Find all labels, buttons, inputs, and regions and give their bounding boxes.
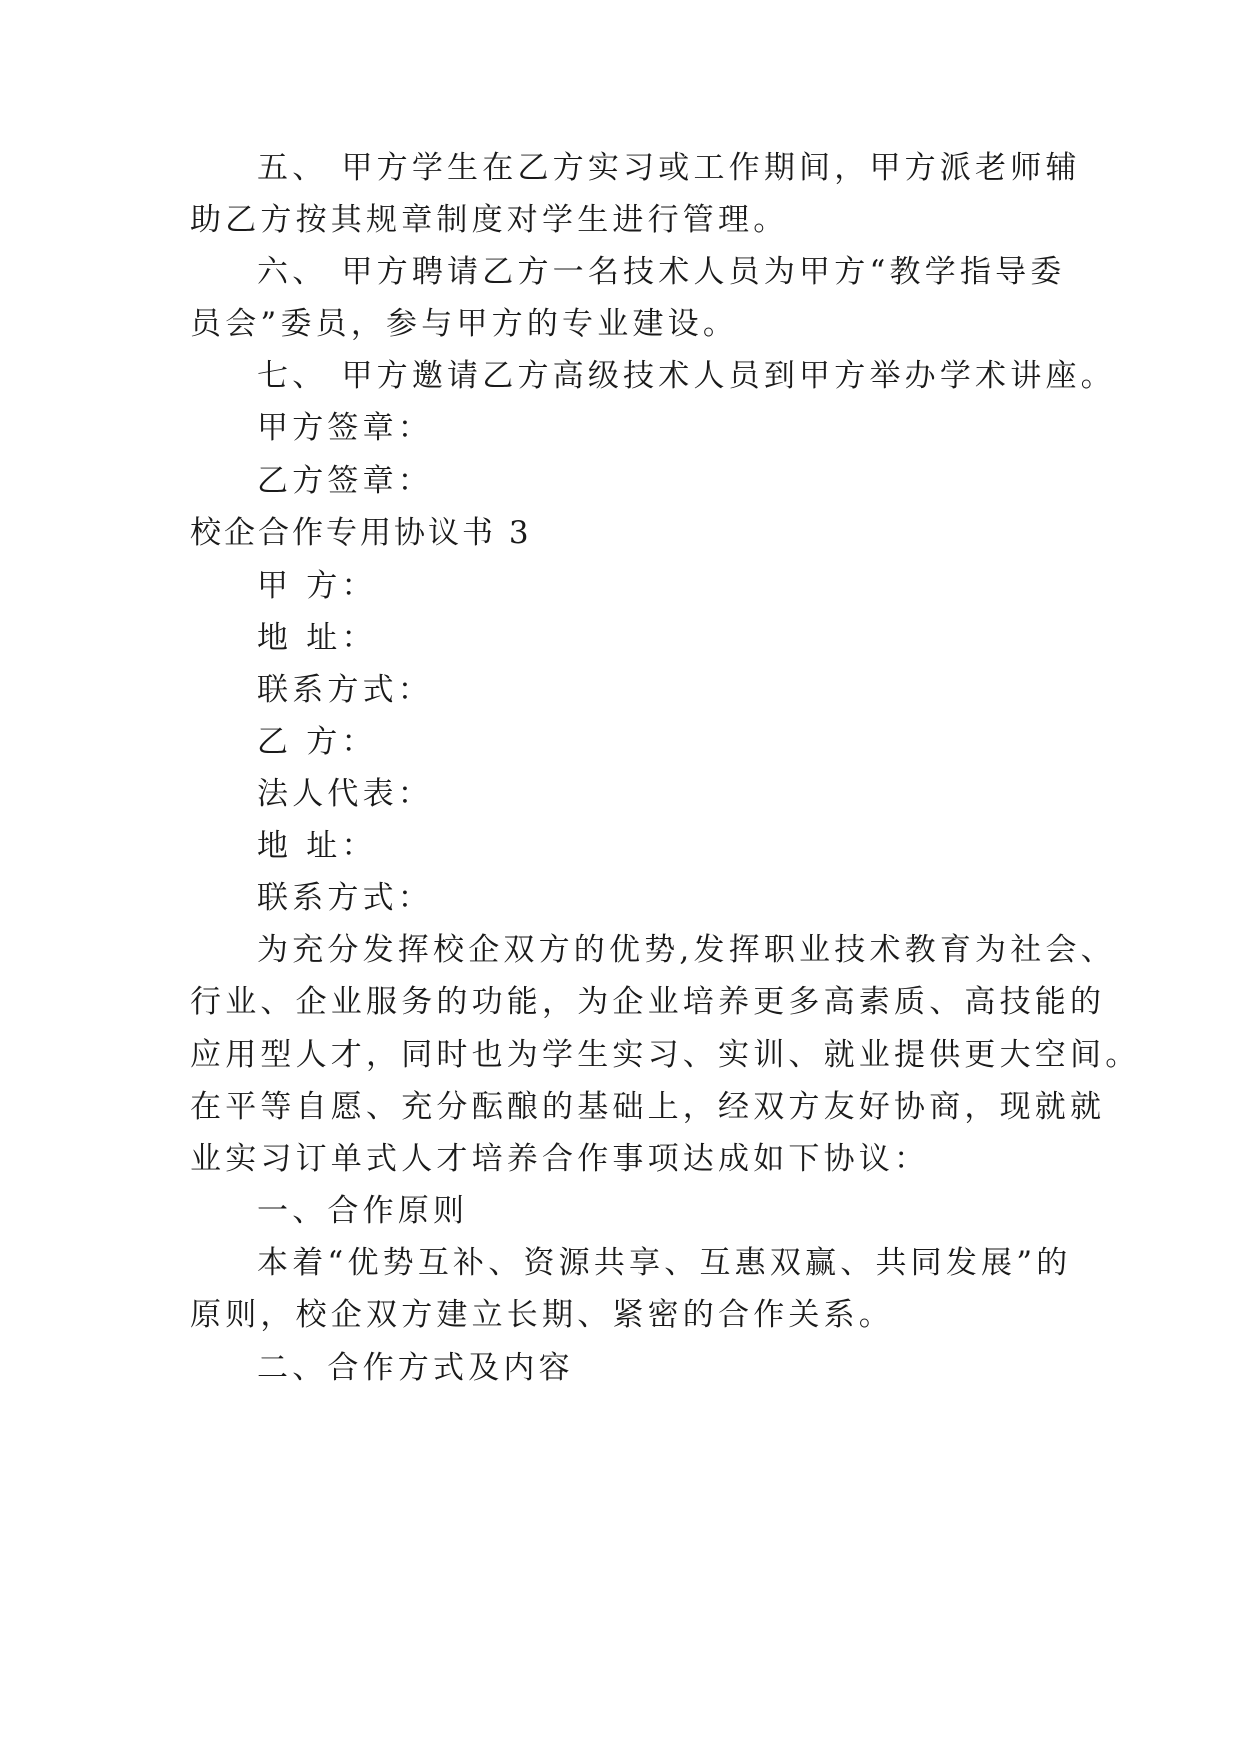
section-one-heading: 一、合作原则 (257, 1193, 469, 1229)
party-a-label: 甲 方： (257, 568, 377, 604)
clause-seven: 七、 甲方邀请乙方高级技术人员到甲方举办学术讲座。 (257, 358, 1116, 394)
party-b-signature: 乙方签章： (257, 463, 433, 499)
clause-five-line-1: 五、 甲方学生在乙方实习或工作期间，甲方派老师辅 (257, 150, 1081, 186)
preamble-line-3: 应用型人才，同时也为学生实习、实训、就业提供更大空间。 (190, 1037, 1141, 1073)
clause-five-line-2: 助乙方按其规章制度对学生进行管理。 (190, 202, 789, 238)
section-one-text-line-1: 本着“优势互补、资源共享、互惠双赢、共同发展”的 (257, 1245, 1072, 1281)
party-a-signature: 甲方签章： (257, 410, 433, 446)
party-b-contact-label: 联系方式： (257, 880, 433, 916)
party-a-address-label: 地 址： (257, 620, 377, 656)
agreement-title: 校企合作专用协议书 3 (190, 515, 532, 551)
section-one-text-line-2: 原则，校企双方建立长期、紧密的合作关系。 (190, 1297, 894, 1333)
preamble-line-2: 行业、企业服务的功能，为企业培养更多高素质、高技能的 (190, 984, 1106, 1020)
party-b-address-label: 地 址： (257, 828, 377, 864)
legal-representative-label: 法人代表： (257, 776, 433, 812)
preamble-line-1: 为充分发挥校企双方的优势,发挥职业技术教育为社会、 (257, 932, 1116, 968)
clause-six-line-1: 六、 甲方聘请乙方一名技术人员为甲方“教学指导委 (257, 254, 1066, 290)
section-two-heading: 二、合作方式及内容 (257, 1350, 574, 1386)
preamble-line-4: 在平等自愿、充分酝酿的基础上，经双方友好协商，现就就 (190, 1089, 1106, 1125)
preamble-line-5: 业实习订单式人才培养合作事项达成如下协议： (190, 1141, 930, 1177)
clause-six-line-2: 员会”委员，参与甲方的专业建设。 (190, 306, 739, 342)
party-a-contact-label: 联系方式： (257, 672, 433, 708)
party-b-label: 乙 方： (257, 724, 377, 760)
